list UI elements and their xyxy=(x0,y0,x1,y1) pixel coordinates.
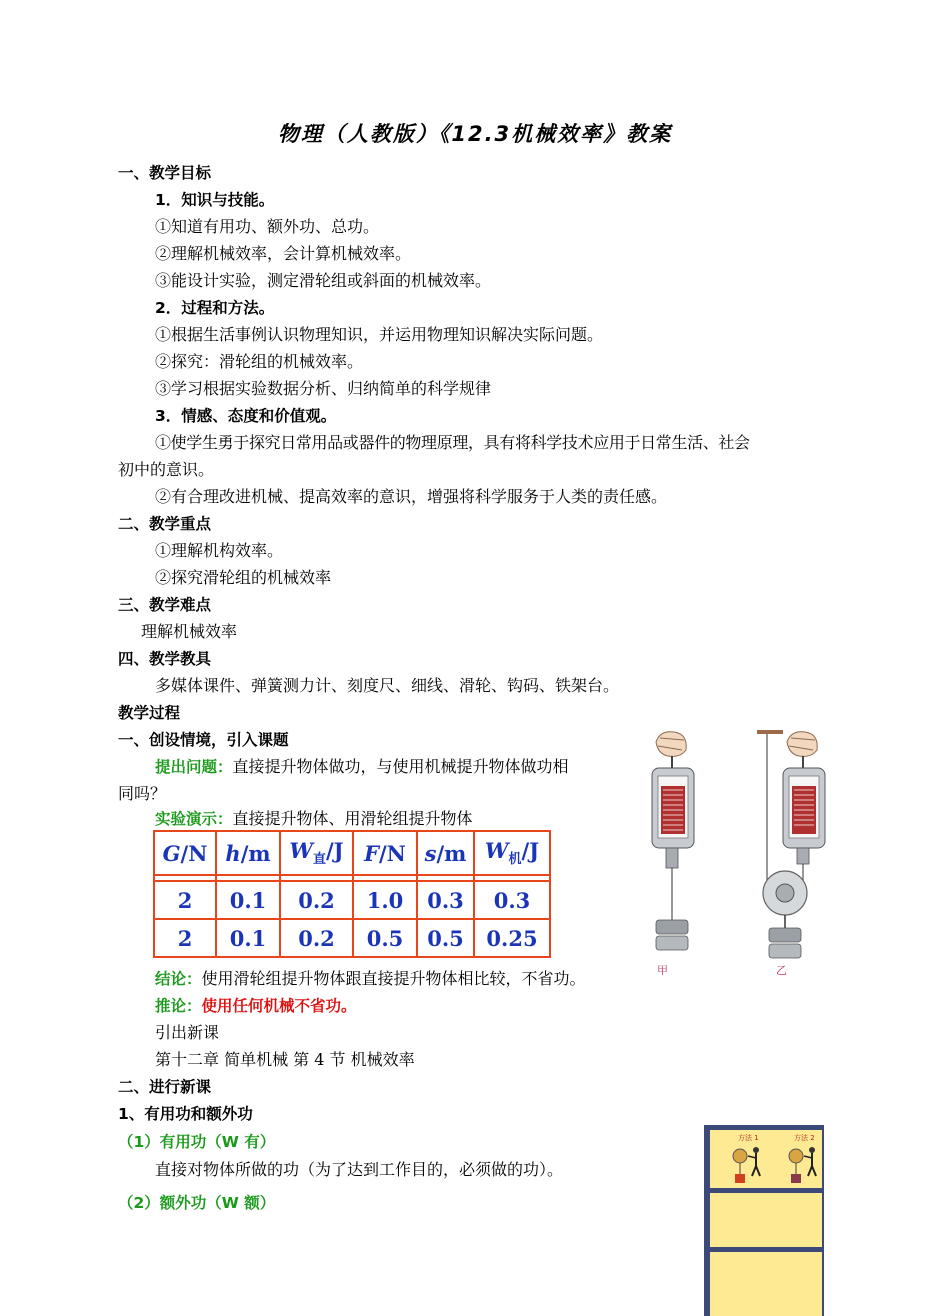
section-heading-process: 教学过程 xyxy=(118,704,181,722)
table-header-row xyxy=(154,831,550,875)
header-cell: G/N xyxy=(154,831,216,875)
table-cell: 0.1 xyxy=(216,919,280,957)
subheading-attitude: 3．情感、态度和价值观。 xyxy=(155,407,337,425)
section-heading-new-lesson: 二、进行新课 xyxy=(118,1078,212,1096)
section-heading-intro: 一、创设情境，引入课题 xyxy=(118,731,289,749)
table-cell: 0.1 xyxy=(216,881,280,919)
spring-scale-direct-illustration xyxy=(638,728,708,973)
text-line: ①使学生勇于探究日常用品或器件的物理原理，具有将科学技术应用于日常生活、社会 xyxy=(155,433,750,452)
text-line: 理解机械效率 xyxy=(141,622,238,641)
question-text: 直接提升物体做功，与使用机械提升物体做功相 xyxy=(232,757,569,776)
text-line: 第十二章 简单机械 第 4 节 机械效率 xyxy=(155,1050,415,1069)
panel-scene-bottom xyxy=(710,1252,822,1316)
section-heading-tools: 四、教学教具 xyxy=(118,650,212,668)
question-line xyxy=(155,756,569,778)
work-methods-panel xyxy=(704,1125,824,1316)
inference-text: 使用任何机械不省功。 xyxy=(201,997,357,1015)
table-cell: 0.5 xyxy=(417,919,474,957)
caption-jia: 甲 xyxy=(657,964,668,977)
text-line: 初中的意识。 xyxy=(118,460,215,479)
text-line: ②探究：滑轮组的机械效率。 xyxy=(155,352,364,371)
experiment-text: 直接提升物体、用滑轮组提升物体 xyxy=(232,809,473,828)
method-1-label: 方法 1 xyxy=(738,1134,759,1142)
header-cell: $W_机/J$ xyxy=(474,831,550,875)
table-cell: 0.5 xyxy=(353,919,417,957)
table-cell: 0.2 xyxy=(280,919,353,957)
table-row xyxy=(154,919,550,957)
workers-pulling-icon xyxy=(710,1130,822,1188)
header-cell: $W_直/J$ xyxy=(280,831,353,875)
text-line: ①理解机构效率。 xyxy=(155,541,284,560)
subheading-knowledge: 1．知识与技能。 xyxy=(155,191,275,209)
experiment-line xyxy=(155,808,473,830)
text-line: ③学习根据实验数据分析、归纳简单的科学规律 xyxy=(155,379,492,398)
text-line: 多媒体课件、弹簧测力计、刻度尺、细线、滑轮、钩码、铁架台。 xyxy=(155,676,620,695)
text-line: 直接对物体所做的功（为了达到工作目的，必须做的功）。 xyxy=(155,1160,564,1179)
experiment-data-table xyxy=(153,830,551,958)
conclusion-text: 使用滑轮组提升物体跟直接提升物体相比较，不省功。 xyxy=(201,969,586,988)
text-line: 同吗？ xyxy=(118,784,167,803)
section-heading-key-points: 二、教学重点 xyxy=(118,515,212,533)
method-2-label: 方法 2 xyxy=(794,1134,815,1142)
header-cell: s/m xyxy=(417,831,474,875)
panel-scene-top xyxy=(710,1130,822,1188)
text-line: ②有合理改进机械、提高效率的意识，增强将科学服务于人类的责任感。 xyxy=(155,487,668,506)
text-line: ②理解机械效率，会计算机械效率。 xyxy=(155,244,412,263)
inference-line xyxy=(155,995,357,1017)
conclusion-line xyxy=(155,968,586,990)
header-cell: F/N xyxy=(353,831,417,875)
inference-label: 推论： xyxy=(155,997,202,1015)
table-cell: 0.3 xyxy=(474,881,550,919)
question-label: 提出问题： xyxy=(155,758,233,776)
table-row xyxy=(154,881,550,919)
table-cell: 0.2 xyxy=(280,881,353,919)
document-title: 物理（人教版）《12.3机械效率》教案 xyxy=(277,122,673,146)
text-line: 引出新课 xyxy=(155,1023,220,1042)
text-line: ③能设计实验，测定滑轮组或斜面的机械效率。 xyxy=(155,271,492,290)
panel-scene-middle xyxy=(710,1193,822,1247)
subheading-extra-work: （2）额外功（W 额） xyxy=(118,1194,276,1212)
text-line: ①根据生活事例认识物理知识，并运用物理知识解决实际问题。 xyxy=(155,325,604,344)
table-cell: 0.25 xyxy=(474,919,550,957)
subheading-useful-work: （1）有用功（W 有） xyxy=(118,1133,276,1151)
subheading-process: 2．过程和方法。 xyxy=(155,299,275,317)
text-line: ②探究滑轮组的机械效率 xyxy=(155,568,332,587)
table-cell: 0.3 xyxy=(417,881,474,919)
table-cell: 1.0 xyxy=(353,881,417,919)
table-cell: 2 xyxy=(154,881,216,919)
experiment-label: 实验演示： xyxy=(155,810,233,828)
subheading-useful-extra-work: 1、有用功和额外功 xyxy=(118,1105,253,1123)
pulley-setup-illustration xyxy=(755,728,830,973)
conclusion-label: 结论： xyxy=(155,970,202,988)
header-cell: h/m xyxy=(216,831,280,875)
section-heading-goals: 一、教学目标 xyxy=(118,164,212,182)
caption-yi: 乙 xyxy=(776,964,787,977)
section-heading-difficulties: 三、教学难点 xyxy=(118,596,212,614)
table-cell: 2 xyxy=(154,919,216,957)
text-line: ①知道有用功、额外功、总功。 xyxy=(155,217,380,236)
